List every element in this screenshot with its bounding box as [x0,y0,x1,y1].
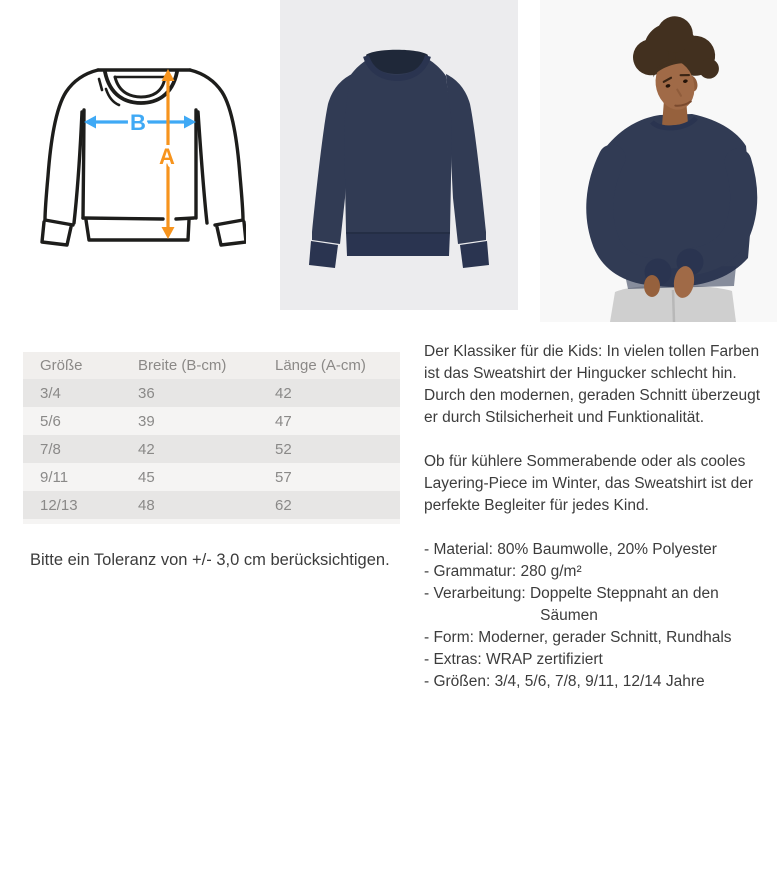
spec-list [424,539,774,693]
size-table-header-row [23,352,400,379]
cell-size: 5/6 [23,407,121,435]
length-measure-arrow-icon [159,69,175,239]
table-row [23,379,400,407]
cell-width: 48 [121,491,258,519]
spec-item-extras: - Extras: WRAP zertifiziert [424,651,603,668]
table-row [23,435,400,463]
table-row [23,491,400,519]
sweatshirt-outline [42,70,246,245]
cell-length: 42 [258,379,400,407]
cell-length: 47 [258,407,400,435]
cell-width: 36 [121,379,258,407]
table-bottom-pad [23,519,400,524]
sweatshirt-measurement-diagram-icon [36,46,246,251]
tolerance-note: Bitte ein Toleranz von +/- 3,0 cm berücksichtigen. [30,551,390,569]
width-measure-arrow-icon [84,110,196,135]
cell-size: 9/11 [23,463,121,491]
cell-length: 62 [258,491,400,519]
flat-product-image [280,0,518,310]
spec-item-form: - Form: Moderner, gerader Schnitt, Rundhals [424,629,732,646]
model-product-image [540,0,777,322]
kid-model-photo-icon [540,0,777,322]
spec-item-verarbeitung: - Verarbeitung: Doppelte Steppnaht an den [424,585,719,602]
size-guide-sketch [36,46,246,251]
cell-width: 45 [121,463,258,491]
cell-size: 7/8 [23,435,121,463]
description-paragraph: Ob für kühlere Sommerabende oder als cooles Layering-Piece im Winter, das Sweatshirt ist der perfekte Begleiter für jedes Kind. [424,453,754,514]
product-description [424,341,774,693]
spec-item-groessen: - Größen: 3/4, 5/6, 7/8, 9/11, 12/14 Jahre [424,673,705,690]
width-measure-label: B [130,110,146,135]
col-header-width: Breite (B-cm) [121,352,258,379]
cell-width: 39 [121,407,258,435]
spec-item-grammatur: - Grammatur: 280 g/m² [424,563,582,580]
spec-item-verarbeitung-continuation: Säumen [540,607,598,624]
spec-item-material: - Material: 80% Baumwolle, 20% Polyester [424,541,717,558]
description-paragraph: Der Klassiker für die Kids: In vielen tollen Farben ist das Sweatshirt der Hingucker schlecht hin. Durch den modernen, geraden Schnitt überzeugt er durch Stilsicherheit und Funktionalität. [424,343,761,426]
col-header-length: Länge (A-cm) [258,352,400,379]
table-row [23,407,400,435]
cell-length: 52 [258,435,400,463]
cell-size: 12/13 [23,491,121,519]
length-measure-label: A [159,144,175,169]
cell-size: 3/4 [23,379,121,407]
size-table [23,352,400,524]
navy-sweatshirt-flat-icon [280,0,518,310]
cell-length: 57 [258,463,400,491]
cell-width: 42 [121,435,258,463]
table-row [23,463,400,491]
col-header-size: Größe [23,352,121,379]
